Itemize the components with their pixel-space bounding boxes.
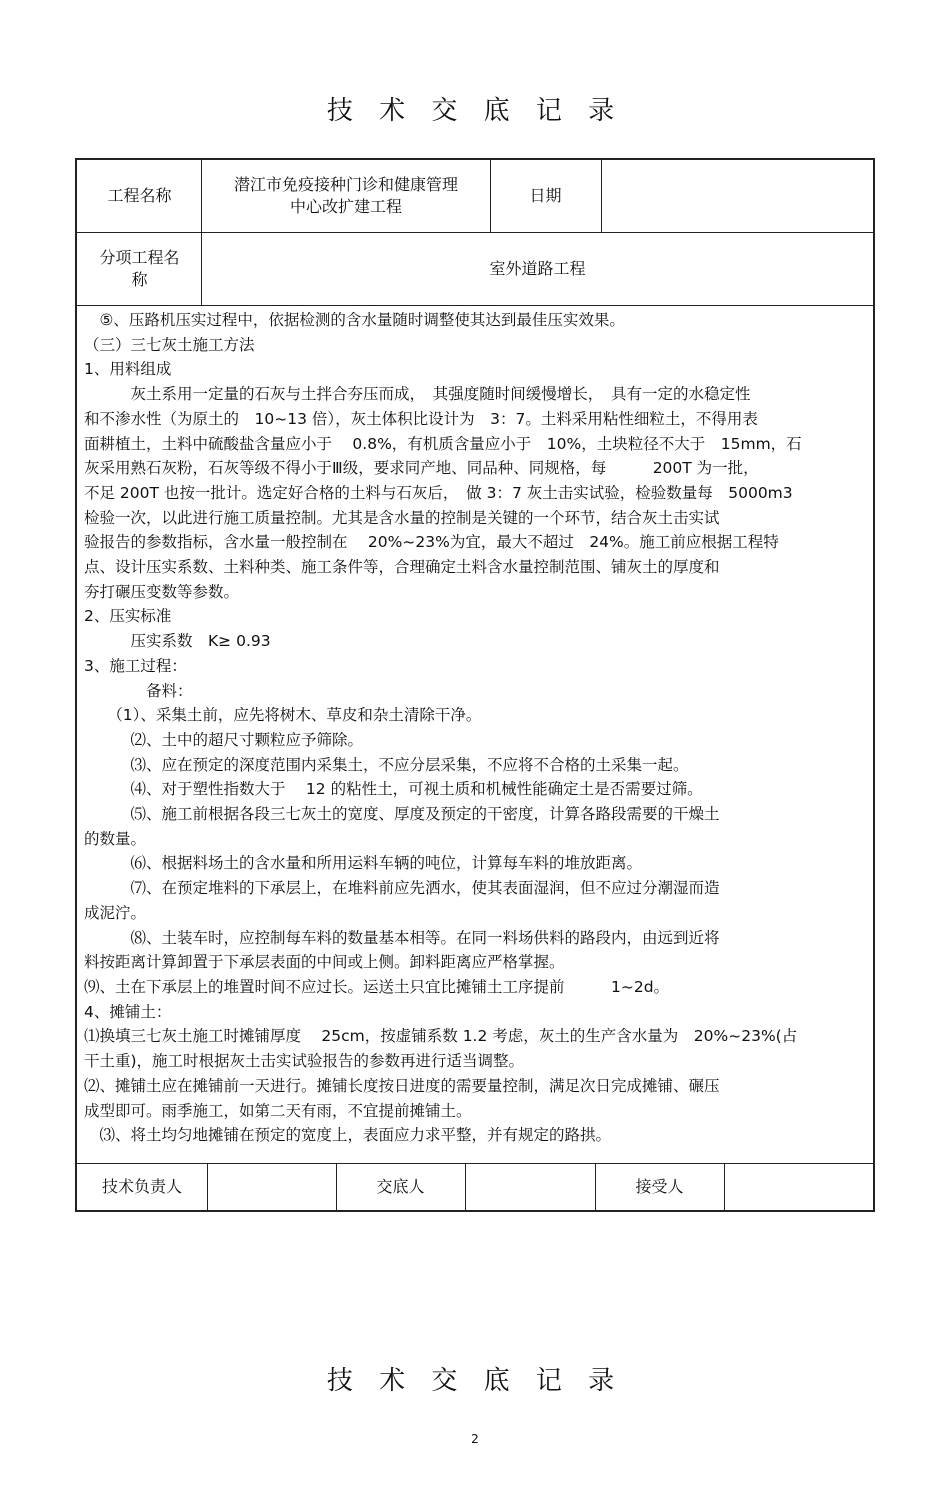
divider: [595, 1164, 596, 1210]
content-line: 检验一次，以此进行施工质量控制。尤其是含水量的控制是关键的一个环节，结合灰土击实试: [84, 508, 720, 527]
content-line: 成型即可。雨季施工，如第二天有雨，不宜提前摊铺土。: [84, 1101, 472, 1120]
content-line: 验报告的参数指标，含水量一般控制在 20%~23%为宜，最大不超过 24%。施工前应根据工程特: [84, 533, 779, 552]
content-line: ⑴换填三七灰土施工时摊铺厚度 25cm，按虚铺系数 1.2 考虑，灰土的生产含水量为 20%~23%(占: [84, 1027, 798, 1046]
content-line: 点、设计压实系数、土料种类、施工条件等，合理确定土料含水量控制范围、铺灰土的厚度和: [84, 558, 720, 577]
content-line: ⑶、应在预定的深度范围内采集土，不应分层采集，不应将不合格的土采集一起。: [84, 755, 689, 774]
content-line: ⑵、摊铺土应在摊铺前一天进行。摊铺长度按日进度的需要量控制，满足次日完成摊铺、碾压: [84, 1076, 720, 1095]
content-line: 备料：: [84, 681, 193, 700]
sub-project-label-line2: 称: [131, 270, 148, 289]
page-number: 2: [471, 1432, 479, 1446]
divider: [724, 1164, 725, 1210]
divider: [336, 1164, 337, 1210]
briefer-label: 交底人: [376, 1177, 425, 1196]
divider: [490, 160, 491, 232]
content-line: 面耕植土，土料中硫酸盐含量应小于 0.8%，有机质含量应小于 10%，土块粒径不大于 15mm，石: [84, 434, 802, 453]
content-line: 4、摊铺土：: [84, 1002, 172, 1021]
content-line: 和不渗水性（为原土的 10~13 倍），灰土体积比设计为 3：7。土料采用粘性细粒土，不得用表: [84, 409, 758, 428]
sub-project-value: 室外道路工程: [489, 259, 586, 278]
document-title: 技 术 交 底 记 录: [326, 96, 624, 126]
project-name-line2: 中心改扩建工程: [289, 197, 402, 216]
content-line: ⑷、对于塑性指数大于 12 的粘性土，可视土质和机械性能确定土是否需要过筛。: [84, 780, 703, 799]
content-line: 灰采用熟石灰粉，石灰等级不得小于Ⅲ级，要求同产地、同品种、同规格，每 200T 为一批，: [84, 459, 759, 478]
next-page-title: 技 术 交 底 记 录: [326, 1366, 624, 1396]
briefing-content: [84, 308, 874, 1148]
content-line: 灰土系用一定量的石灰与土拌合夯压而成， 其强度随时间缓慢增长， 具有一定的水稳定性: [84, 385, 751, 404]
receiver-value: [724, 1164, 873, 1210]
date-value: [601, 160, 873, 232]
tech-briefing-table: [75, 158, 875, 1212]
divider: [77, 232, 873, 233]
project-name-label: 工程名称: [107, 186, 172, 205]
content-line: 压实系数 K≥ 0.93: [84, 632, 271, 651]
content-line: （1）、采集土前，应先将树木、草皮和杂土清除干净。: [84, 706, 482, 725]
content-line: 2、压实标准: [84, 607, 172, 626]
sub-project-label-line1: 分项工程名: [99, 248, 180, 267]
divider: [465, 1164, 466, 1210]
divider: [77, 305, 873, 306]
divider: [601, 160, 602, 232]
content-line: ⑻、土装车时，应控制每车料的数量基本相等。在同一料场供料的路段内，由远到近将: [84, 928, 720, 947]
content-line: ⑶、将土均匀地摊铺在预定的宽度上，表面应力求平整，并有规定的路拱。: [84, 1126, 612, 1145]
sub-project-label: [77, 232, 202, 306]
divider: [201, 160, 202, 306]
content-line: 1、用料组成: [84, 360, 172, 379]
tech-lead-label: 技术负责人: [101, 1177, 182, 1196]
divider: [207, 1164, 208, 1210]
content-line: ⑹、根据料场土的含水量和所用运料车辆的吨位，计算每车料的堆放距离。: [84, 854, 643, 873]
date-label: 日期: [529, 186, 562, 205]
briefer-value: [465, 1164, 595, 1210]
content-line: 干土重)，施工时根据灰土击实试验报告的参数再进行适当调整。: [84, 1052, 525, 1071]
content-line: （三）三七灰土施工方法: [84, 335, 255, 354]
content-line: 不足 200T 也按一批计。选定好合格的土料与石灰后， 做 3：7 灰土击实试验，检验数量每 5000m3: [84, 483, 793, 502]
content-line: 夯打碾压变数等参数。: [84, 582, 240, 601]
content-line: ⑤、压路机压实过程中，依据检测的含水量随时调整使其达到最佳压实效果。: [84, 311, 625, 329]
content-line: ⑸、施工前根据各段三七灰土的宽度、厚度及预定的干密度，计算各路段需要的干燥土: [84, 805, 720, 824]
tech-lead-value: [207, 1164, 336, 1210]
project-name-line1: 潜江市免疫接种门诊和健康管理: [233, 175, 458, 194]
content-line: 成泥泞。: [84, 903, 147, 922]
receiver-label: 接受人: [635, 1177, 684, 1196]
content-line: ⑼、土在下承层上的堆置时间不应过长。运送土只宜比摊铺土工序提前 1~2d。: [84, 977, 670, 996]
content-line: 料按距离计算卸置于下承层表面的中间或上侧。卸料距离应严格掌握。: [84, 953, 565, 972]
content-line: ⑵、土中的超尺寸颗粒应予筛除。: [84, 730, 364, 749]
content-line: 的数量。: [84, 829, 147, 848]
content-line: ⑺、在预定堆料的下承层上，在堆料前应先洒水，使其表面湿润，但不应过分潮湿而造: [84, 879, 720, 898]
content-line: 3、施工过程：: [84, 656, 187, 675]
project-name-value: [202, 160, 490, 232]
